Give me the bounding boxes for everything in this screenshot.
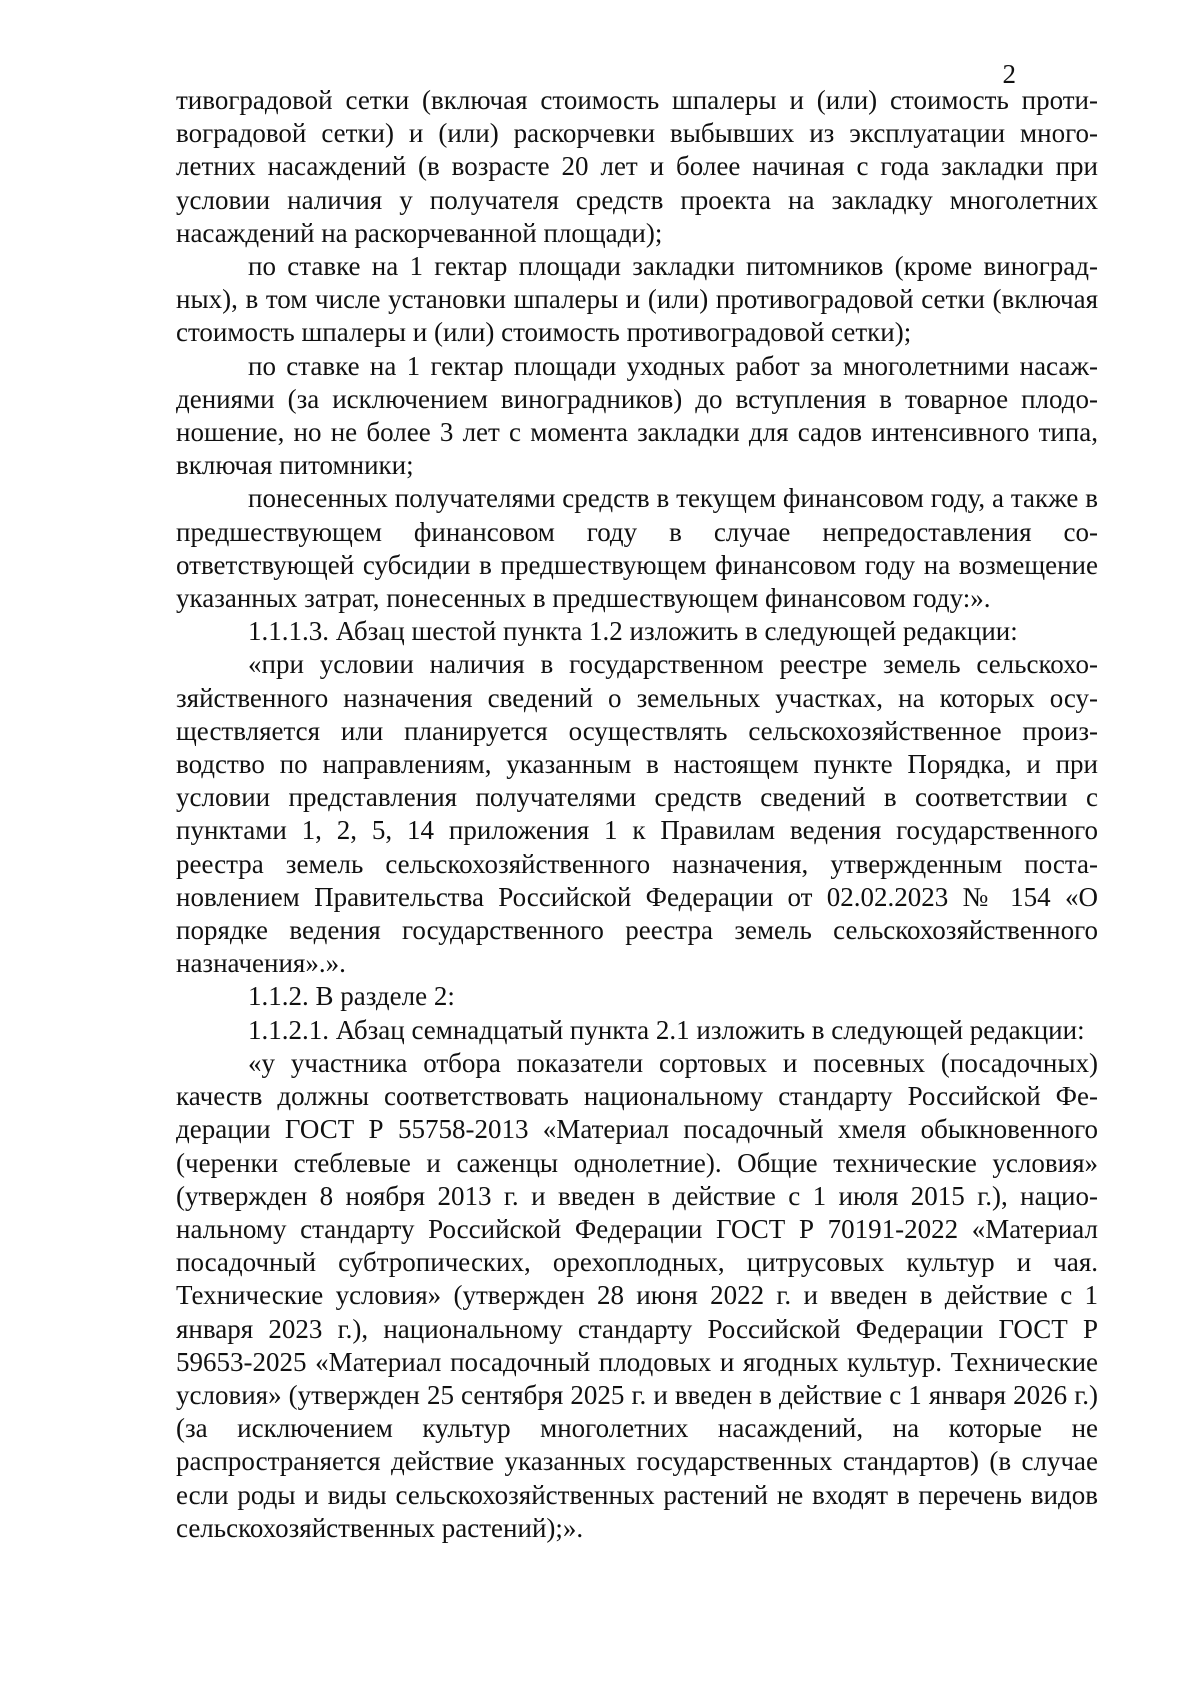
document-body xyxy=(176,84,1098,1545)
paragraph-gost-standards-quote: «у участника отбора показатели сортовых и посевных (посадочных) качеств должны соответствовать национальному стандарту Российской Федерации ГОСТ Р 55758-2013 «Материал посадочный хмеля обыкновенного (черенки стеблевые и саженцы однолетние). Общие технические условия» (утвержден 8 ноября 2013 г. и введен в действие с 1 июля 2015 г.), национальному стандарту Российской Федерации ГОСТ Р 70191-2022 «Материал посадочный субтропических, орехоплодных, цитрусовых культур и чая. Технические условия» (утвержден 28 июня 2022 г. и введен в действие с 1 января 2023 г.), национальному стандарту Российской Федерации ГОСТ Р 59653-2025 «Материал посадочный плодовых и ягодных культур. Технические условия» (утвержден 25 сентября 2025 г. и введен в действие с 1 января 2026 г.) (за исключением культур многолетних насаждений, на которые не распространяется действие указанных государственных стандартов) (в случае если роды и виды сельскохозяйственных растений не входят в перечень видов сельскохозяйственных растений);». xyxy=(176,1047,1098,1543)
paragraph-clause-1-1-1-3: 1.1.1.3. Абзац шестой пункта 1.2 изложить в следующей редакции: xyxy=(248,616,1018,647)
paragraph-nursery-rate: по ставке на 1 гектар площади закладки питомников (кроме виноградных), в том числе установки шпалеры и (или) противоградовой сетки (включая стоимость шпалеры и (или) стоимость противоградовой сетки); xyxy=(176,251,1098,348)
paragraph-clause-1-1-2: 1.1.2. В разделе 2: xyxy=(248,981,455,1012)
paragraph-incurred-costs: понесенных получателями средств в текущем финансовом году, а также в предшествующем финансовом году в случае непредоставления соответствующей субсидии в предшествующем финансовом году на возмещение указанных затрат, понесенных в предшествующем финансовом году:». xyxy=(176,483,1098,614)
paragraph-continuation: тивоградовой сетки (включая стоимость шпалеры и (или) стоимость противоградовой сетки) и (или) раскорчевки выбывших из эксплуатации многолетних насаждений (в возрасте 20 лет и более начиная с года закладки при условии наличия у получателя средств проекта на закладку многолетних насаждений на раскорчеванной площади); xyxy=(176,85,1098,248)
paragraph-maintenance-rate: по ставке на 1 гектар площади уходных работ за многолетними насаждениями (за исключением виноградников) до вступления в товарное плодоношение, но не более 3 лет с момента закладки для садов интенсивного типа, включая питомники; xyxy=(176,350,1098,481)
page-number: 2 xyxy=(1002,59,1016,89)
paragraph-land-registry-quote: «при условии наличия в государственном реестре земель сельскохозяйственного назначения сведений о земельных участках, на которых осуществляется или планируется осуществлять сельскохозяйственное производство по направлениям, указанным в настоящем пункте Порядка, и при условии представления получателями средств сведений в соответствии с пунктами 1, 2, 5, 14 приложения 1 к Правилам ведения государственного реестра земель сельскохозяйственного назначения, утвержденным постановлением Правительства Российской Федерации от 02.02.2023 № 154 «О порядке ведения государственного реестра земель сельскохозяйственного назначения».». xyxy=(176,649,1098,979)
paragraph-clause-1-1-2-1: 1.1.2.1. Абзац семнадцатый пункта 2.1 изложить в следующей редакции: xyxy=(248,1014,1085,1045)
